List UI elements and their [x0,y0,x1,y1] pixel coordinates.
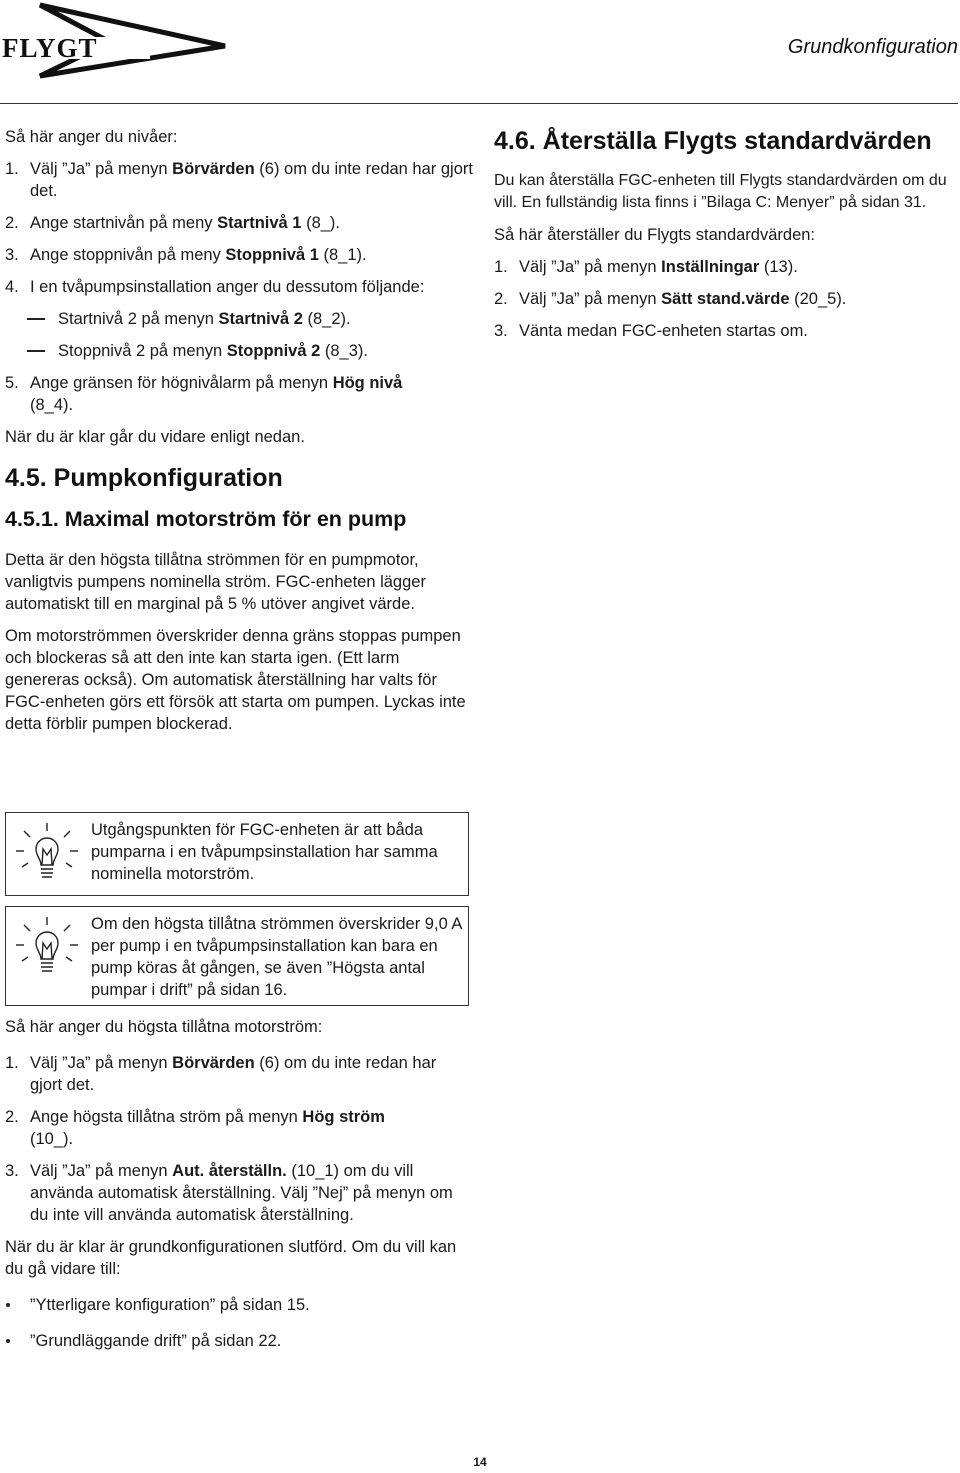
lightbulb-icon [12,913,82,983]
list-item: 1. Välj ”Ja” på menyn Börvärden (6) om du inte redan har gjort det. [5,160,473,200]
note-box [5,812,469,896]
header-divider [0,103,958,104]
list-item: 5. Ange gränsen för högnivålarm på menyn Hög nivå (8_4). [5,374,403,414]
logo-text: FLYGT [2,33,98,63]
list-item: 3. Vänta medan FGC-enheten startas om. [494,322,808,340]
list-item: 1. Välj ”Ja” på menyn Börvärden (6) om du inte redan har gjort det. [5,1054,437,1094]
page-header-title: Grundkonfiguration [787,36,958,58]
list-item: 3. Välj ”Ja” på menyn Aut. återställn. (10_1) om du vill använda automatisk återställning. Välj ”Nej” på menyn om du inte vill använda automatisk återställning. [5,1162,453,1224]
heading-pump-config: 4.5. Pumpkonfiguration [5,464,283,492]
page-number: 14 [473,1455,487,1469]
para-overcurrent: Om motorströmmen överskrider denna gräns stoppas pumpen och blockeras så att den inte kan starta igen. (Ett larm genereras också). Om automatisk återställning har valts för FGC-enheten görs ett försök att starta om pumpen. Lyckas inte detta förblir pumpen blockerad. [5,627,466,733]
note-text: Utgångspunkten för FGC-enheten är att båda pumparna i en tvåpumpsinstallation har samma nominella motorström. [91,821,438,883]
right-column [494,126,956,342]
link-item[interactable]: ”Ytterligare konfiguration” på sidan 15. [5,1294,475,1316]
heading-max-current: 4.5.1. Maximal motorström för en pump [5,507,407,531]
para-max-current: Detta är den högsta tillåtna strömmen för en pumpmotor, vanligtvis pumpens nominella ström. FGC-enheten lägger automatiskt till en marginal på 5 % utöver angivet värde. [5,551,426,613]
reset-how: Så här återställer du Flygts standardvärden: [494,226,816,244]
levels-intro: Så här anger du nivåer: [5,128,178,146]
lightbulb-icon [12,819,82,889]
note-box [5,906,469,1006]
list-item: 2. Ange startnivån på meny Startnivå 1 (8_). [5,214,340,232]
left-column-lower [5,1016,475,1352]
heading-reset-defaults: 4.6. Återställa Flygts standardvärden [494,127,932,155]
note-text: Om den högsta tillåtna strömmen överskrider 9,0 A per pump i en tvåpumpsinstallation kan bara en pump köras åt gången, se även ”Högsta antal pumpar i drift” på sidan 16. [91,915,462,999]
current-intro: Så här anger du högsta tillåtna motorström: [5,1018,323,1036]
left-column [5,126,475,735]
list-item: 3. Ange stoppnivån på meny Stoppnivå 1 (8_1). [5,246,367,264]
list-item: 4. I en tvåpumpsinstallation anger du dessutom följande: [5,278,425,296]
list-item: 2. Välj ”Ja” på menyn Sätt stand.värde (20_5). [494,290,847,308]
sub-list-item: Stoppnivå 2 på menyn Stoppnivå 2 (8_3). [5,340,475,362]
reset-intro: Du kan återställa FGC-enheten till Flygts standardvärden om du vill. En fullständig lista finns i ”Bilaga C: Menyer” på sidan 31. [494,172,947,211]
list-item: 1. Välj ”Ja” på menyn Inställningar (13). [494,258,798,276]
levels-done: När du är klar går du vidare enligt nedan. [5,428,305,446]
flygt-logo [0,0,230,80]
basic-done: När du är klar är grundkonfigurationen slutförd. Om du vill kan du gå vidare till: [5,1238,457,1278]
link-item[interactable]: ”Grundläggande drift” på sidan 22. [5,1330,475,1352]
list-item: 2. Ange högsta tillåtna ström på menyn Hög ström (10_). [5,1108,385,1148]
sub-list-item: Startnivå 2 på menyn Startnivå 2 (8_2). [5,308,475,330]
